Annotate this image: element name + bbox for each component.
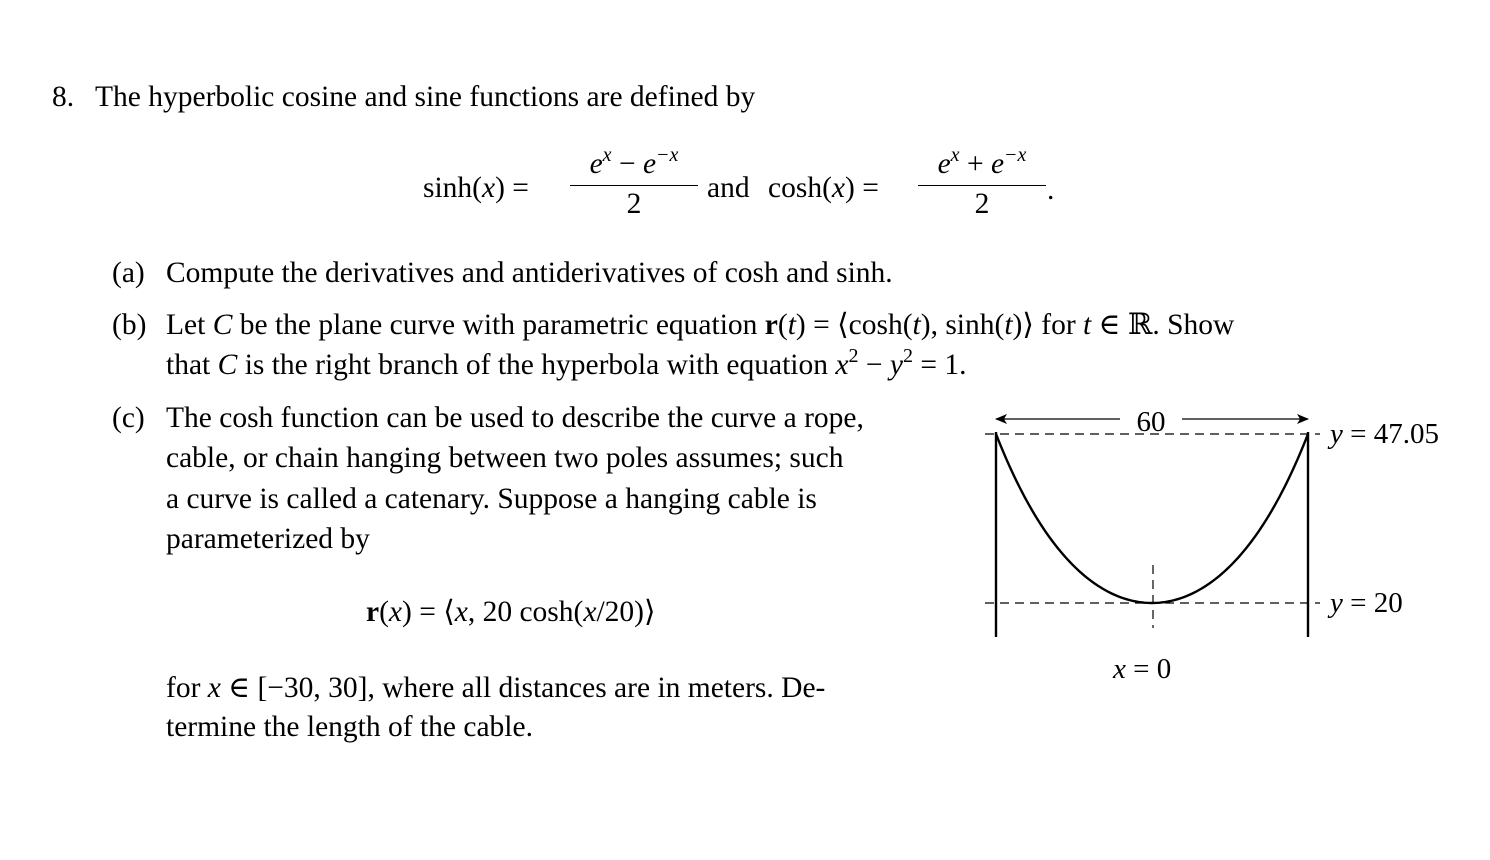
and-connector: and: [707, 172, 750, 204]
part-c-line-1: The cosh function can be used to describe the curve a rope,: [166, 402, 864, 434]
part-b-line-2: that C is the right branch of the hyperbola with equation $x^2 - y^2 = 1$.: [166, 345, 967, 381]
sinh-fraction: [570, 144, 698, 220]
part-b-label: (b): [112, 309, 147, 341]
part-c-line-3: a curve is called a catenary. Suppose a hanging cable is: [166, 483, 817, 515]
sinh-denominator: 2: [626, 188, 642, 220]
top-height-label: y = 47.05: [1330, 418, 1439, 450]
width-label: 60: [1136, 406, 1166, 438]
cosh-fraction: [918, 144, 1046, 220]
part-c-line-6: termine the length of the cable.: [166, 711, 533, 743]
definition-period: .: [1047, 174, 1055, 206]
sinh-lhs: sinh(x) =: [423, 172, 529, 204]
part-b-line-1: Let C be the plane curve with parametric equation r(t) = ⟨cosh(t), sinh(t)⟩ for t ∈ ℝ. Show: [166, 309, 1235, 341]
catenary-cable: [996, 434, 1308, 603]
cosh-numerator: $e^x + e^{-x}$: [937, 144, 1027, 180]
problem-number: 8.: [52, 81, 75, 113]
cosh-denominator: 2: [974, 188, 990, 220]
part-c-line-4: parameterized by: [166, 523, 370, 555]
cosh-fraction-bar: [918, 185, 1046, 187]
problem-intro: The hyperbolic cosine and sine functions are defined by: [95, 81, 756, 113]
cosh-lhs: cosh(x) =: [768, 172, 879, 204]
part-a-label: (a): [112, 257, 145, 289]
catenary-figure: [970, 400, 1480, 700]
part-a-text: Compute the derivatives and antiderivatives of cosh and sinh.: [166, 257, 893, 289]
bottom-height-label: y = 20: [1330, 587, 1403, 619]
part-c-label: (c): [112, 402, 145, 434]
sinh-fraction-bar: [570, 185, 698, 187]
axis-label: x = 0: [1113, 653, 1172, 685]
catenary-equation: r(x) = ⟨x, 20 cosh(x/20)⟩: [366, 596, 656, 628]
sinh-numerator: $e^x - e^{-x}$: [589, 144, 679, 180]
part-c-line-2: cable, or chain hanging between two poles assumes; such: [166, 442, 844, 474]
part-c-line-5: for x ∈ [−30, 30], where all distances are in meters. De-: [166, 672, 826, 704]
